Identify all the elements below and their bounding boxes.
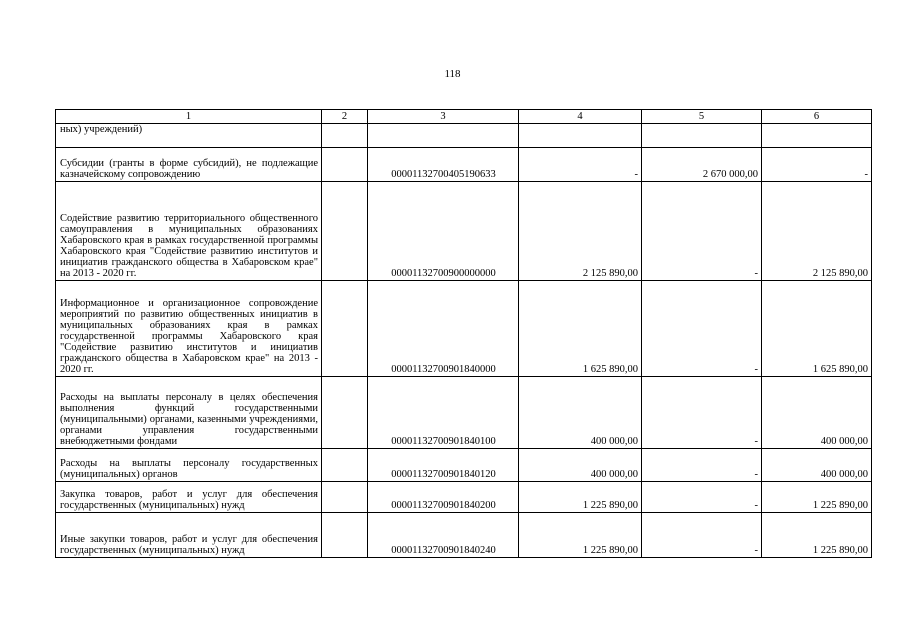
row-value-5: - [642,377,762,449]
row-code: 00001132700901840240 [368,513,519,558]
row-code: 00001132700405190633 [368,148,519,182]
row-description: Иные закупки товаров, работ и услуг для обеспечения государственных (муниципальных) нужд [56,513,322,558]
table-row [56,377,872,449]
column-header: 4 [519,110,642,124]
row-code: 00001132700901840100 [368,377,519,449]
column-header: 3 [368,110,519,124]
column-header: 2 [322,110,368,124]
row-value-6: 1 225 890,00 [762,482,872,513]
row-description: Информационное и организационное сопровождение мероприятий по развитию общественных инициатив в муниципальных образованиях края в рамках государственной программы Хабаровского края "Содействие развитию институтов и инициатив гражданского общества в Хабаровском крае" на 2013 - 2020 гг. [56,281,322,377]
column-header: 5 [642,110,762,124]
row-value-6: - [762,148,872,182]
row-value-6: 1 225 890,00 [762,513,872,558]
page-number: 118 [444,68,461,80]
table-row [56,513,872,558]
row-value-6: 1 625 890,00 [762,281,872,377]
row-col2 [322,182,368,281]
row-code [368,124,519,148]
row-col2 [322,482,368,513]
row-value-4: 1 225 890,00 [519,482,642,513]
row-code: 00001132700901840200 [368,482,519,513]
row-value-4: 400 000,00 [519,377,642,449]
row-description: ных) учреждений) [56,124,322,148]
row-description: Расходы на выплаты персоналу государственных (муниципальных) органов [56,449,322,482]
row-value-4: - [519,148,642,182]
table-row [56,281,872,377]
row-value-4 [519,124,642,148]
row-col2 [322,148,368,182]
table-row [56,449,872,482]
row-value-5: - [642,513,762,558]
row-value-4: 2 125 890,00 [519,182,642,281]
row-description: Закупка товаров, работ и услуг для обеспечения государственных (муниципальных) нужд [56,482,322,513]
row-value-5: 2 670 000,00 [642,148,762,182]
row-description: Расходы на выплаты персоналу в целях обеспечения выполнения функций государственными (муниципальными) органами, казенными учреждениями, органами управления государственными внебюджетными фондами [56,377,322,449]
row-value-6: 400 000,00 [762,449,872,482]
row-code: 00001132700901840000 [368,281,519,377]
column-header: 6 [762,110,872,124]
row-value-6: 400 000,00 [762,377,872,449]
table-header-row [56,110,872,124]
table-row [56,148,872,182]
row-value-5 [642,124,762,148]
row-code: 00001132700900000000 [368,182,519,281]
row-col2 [322,377,368,449]
table-row [56,182,872,281]
row-value-4: 1 625 890,00 [519,281,642,377]
table-row [56,482,872,513]
column-header: 1 [56,110,322,124]
row-value-5: - [642,482,762,513]
table-row [56,124,872,148]
row-description: Субсидии (гранты в форме субсидий), не подлежащие казначейскому сопровождению [56,148,322,182]
row-value-4: 1 225 890,00 [519,513,642,558]
budget-table [55,109,872,558]
row-value-5: - [642,281,762,377]
row-value-5: - [642,449,762,482]
row-description: Содействие развитию территориального общественного самоуправления в муниципальных образованиях Хабаровского края в рамках государственной программы Хабаровского края "Содействие развитию институтов и инициатив гражданского общества в Хабаровском крае" на 2013 - 2020 гг. [56,182,322,281]
row-col2 [322,281,368,377]
row-value-5: - [642,182,762,281]
row-code: 00001132700901840120 [368,449,519,482]
row-value-6: 2 125 890,00 [762,182,872,281]
row-value-4: 400 000,00 [519,449,642,482]
row-col2 [322,124,368,148]
row-value-6 [762,124,872,148]
row-col2 [322,449,368,482]
row-col2 [322,513,368,558]
